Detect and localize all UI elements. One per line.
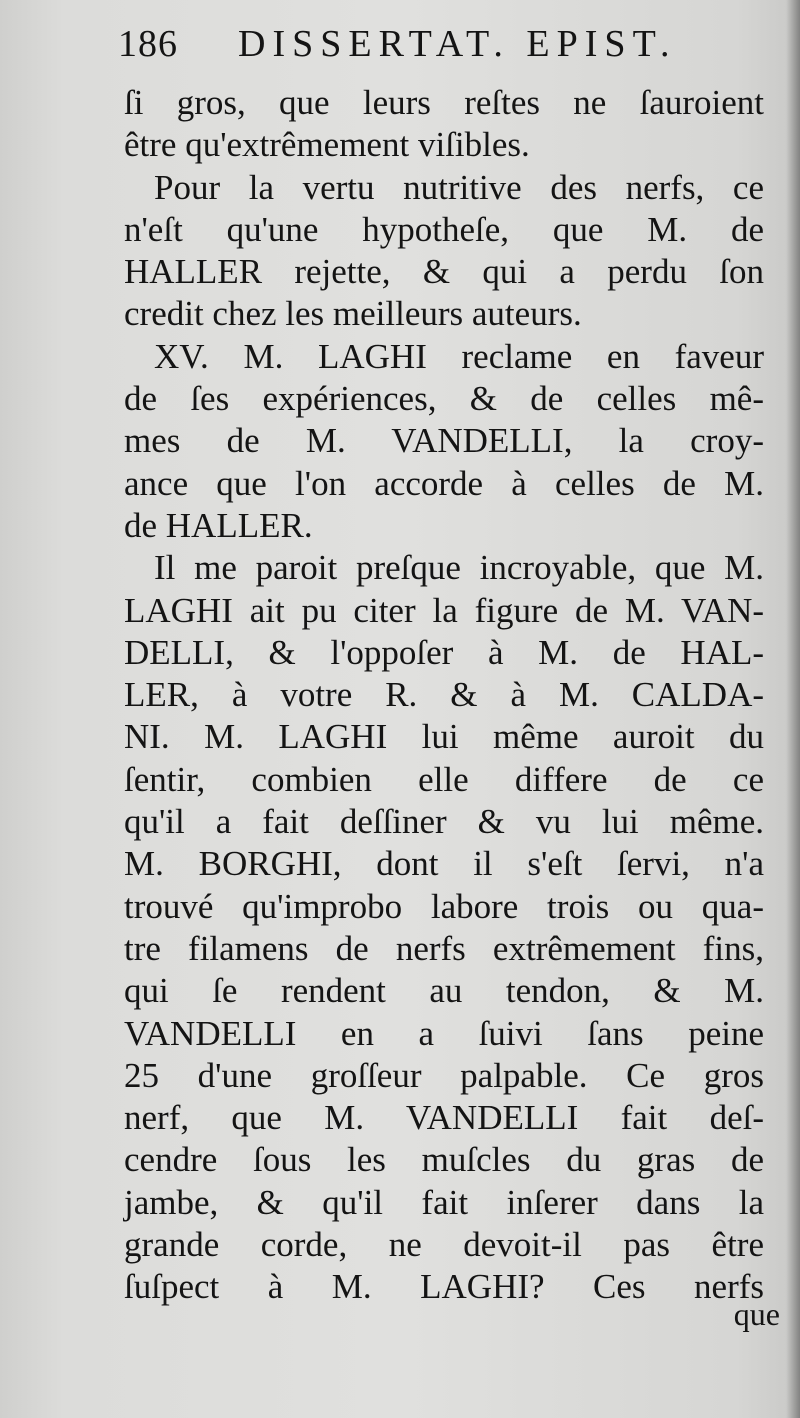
text-line: LAGHI ait pu citer la figure de M. VAN-	[124, 590, 764, 630]
text-line: de ſes expériences, & de celles mê-	[124, 379, 764, 419]
text-line: ſuſpect à M. LAGHI? Ces nerfs	[124, 1267, 764, 1307]
text-line: Pour la vertu nutritive des nerfs, ce	[154, 167, 764, 207]
text-line: ſi gros, que leurs reſtes ne ſauroient	[124, 83, 764, 122]
text-line: grande corde, ne devoit-il pas être	[124, 1225, 764, 1265]
text-line: ance que l'on accorde à celles de M.	[124, 463, 764, 503]
text-line: mes de M. VANDELLI, la croy-	[124, 421, 764, 461]
text-line: jambe, & qu'il fait inſerer dans la	[124, 1182, 764, 1222]
text-line: VANDELLI en a ſuivi ſans peine	[124, 1013, 764, 1053]
text-line: credit chez les meilleurs auteurs.	[124, 294, 582, 334]
page-shadow-edge	[786, 0, 800, 1418]
text-line: XV. M. LAGHI reclame en faveur	[154, 336, 764, 376]
text-line: NI. M. LAGHI lui même auroit du	[124, 717, 764, 757]
body-text	[124, 82, 764, 1309]
text-line: n'eſt qu'une hypotheſe, que M. de	[124, 209, 764, 249]
text-line: tre filamens de nerfs extrêmement fins,	[124, 928, 764, 968]
page-number: 186	[118, 23, 178, 65]
text-line: LER, à votre R. & à M. CALDA-	[124, 675, 764, 715]
text-line: DELLI, & l'oppoſer à M. de HAL-	[124, 632, 764, 672]
text-line: qu'il a fait deſſiner & vu lui même.	[124, 802, 764, 842]
running-header	[118, 22, 688, 70]
text-line: M. BORGHI, dont il s'eſt ſervi, n'a	[124, 844, 764, 884]
text-line: 25 d'une groſſeur palpable. Ce gros	[124, 1055, 764, 1095]
text-line: HALLER rejette, & qui a perdu ſon	[124, 252, 764, 292]
text-line: de HALLER.	[124, 505, 313, 545]
text-line: nerf, que M. VANDELLI fait deſ-	[124, 1098, 764, 1138]
text-line: trouvé qu'improbo labore trois ou qua-	[124, 886, 764, 926]
text-line: Il me paroit preſque incroyable, que M.	[154, 548, 764, 588]
text-line: être qu'extrêmement viſibles.	[124, 125, 530, 165]
text-line: ſentir, combien elle differe de ce	[124, 759, 764, 799]
running-title: DISSERTAT. EPIST.	[238, 23, 677, 65]
catchword: que	[733, 1296, 780, 1332]
text-line: cendre ſous les muſcles du gras de	[124, 1140, 764, 1180]
text-line: qui ſe rendent au tendon, & M.	[124, 971, 764, 1011]
